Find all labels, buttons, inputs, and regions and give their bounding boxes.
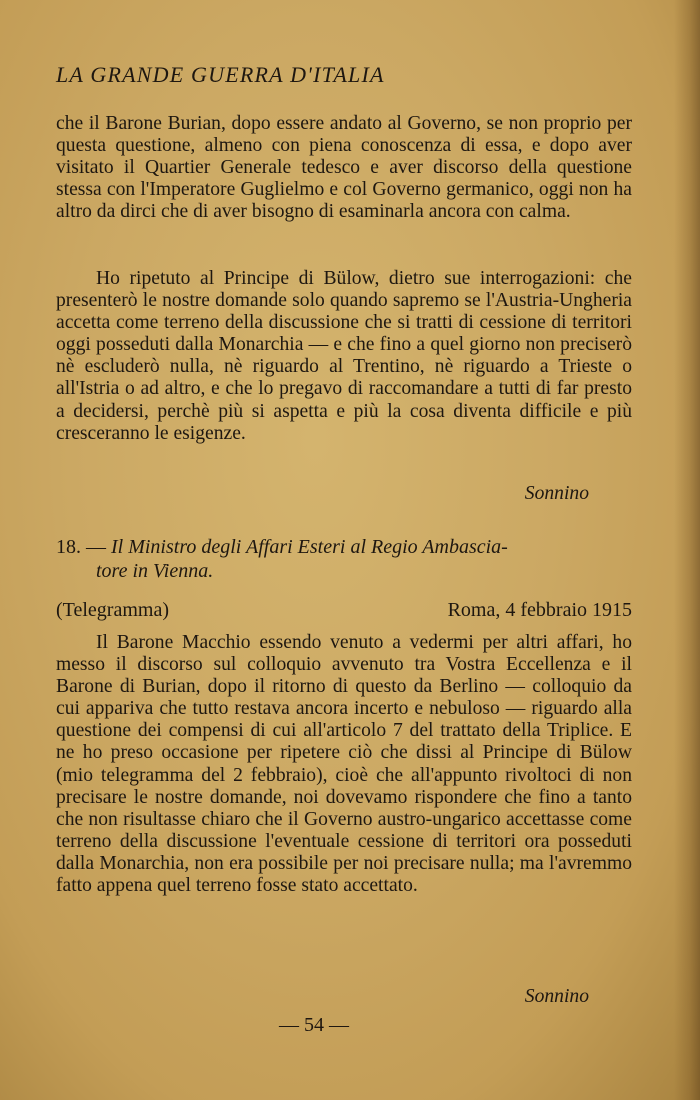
paragraph-macchio: Il Barone Macchio essendo venuto a vedermi per altri affari, ho messo il discorso sul colloquio avvenuto tra Vostra Eccellenza e il Barone di Burian, dopo il ritorno di questo da Berlino — colloquio da cui appariva che tutto restava ancora incerto e nebuloso — riguardo alla questione dei compensi di cui all'articolo 7 del trattato della Triplice. E ne ho preso occasione per ripetere ciò che dissi al Principe di Bülow (mio telegramma del 2 febbraio), cioè che all'appunto rivoltoci di non precisare le nostre domande, noi dovevamo rispondere che fino a tanto che non risultasse chiaro che il Governo austro-ungarico accettasse come terreno della discussione l'eventuale cessione di territori ora posseduti dalla Monarchia, non era possibile per noi precisare nulla; ma l'avremmo fatto appena quel terreno fosse stato accettato.	[56, 632, 632, 897]
signature-sonnino-1: Sonnino	[524, 483, 589, 504]
running-head: LA GRANDE GUERRA D'ITALIA	[56, 62, 385, 87]
document-heading	[56, 535, 632, 583]
document-title-line-2: tore in Vienna.	[96, 560, 214, 582]
place-date: Roma, 4 febbraio 1915	[447, 599, 632, 621]
book-page	[56, 0, 632, 1100]
document-title-line-1: Il Ministro degli Affari Esteri al Regio Ambascia-	[111, 536, 508, 558]
paragraph-bulow: Ho ripetuto al Principe di Bülow, dietro sue interrogazioni: che presenterò le nostre domande solo quando sapremo se l'Austria-Ungheria accetta come terreno della discussione che si tratti di cessione di territori oggi posseduti dalla Monarchia — e che fino a quel giorno non preciserò nè escluderò nulla, nè riguardo al Trentino, nè riguardo a Trieste o all'Istria o ad altro, e che lo pregavo di raccomandare a tutti di far presto a decidersi, perchè più si aspetta e più la cosa diventa difficile e più cresceranno le esigenze.	[56, 268, 632, 444]
signature-sonnino-2: Sonnino	[524, 986, 589, 1007]
paragraph-continuation: che il Barone Burian, dopo essere andato al Governo, se non proprio per questa questione, almeno con piena conoscenza di essa, e dopo aver visitato il Quartier Generale tedesco e aver discorso della questione stessa con l'Imperatore Guglielmo e col Governo germanico, oggi non ha altro da dirci che di aver bisogno di esaminarla ancora con calma.	[56, 113, 632, 223]
telegram-label: (Telegramma)	[56, 599, 169, 621]
page-number: — 54 —	[279, 1014, 349, 1036]
document-number: 18. —	[56, 536, 106, 558]
page-edge-shadow	[674, 0, 700, 1100]
